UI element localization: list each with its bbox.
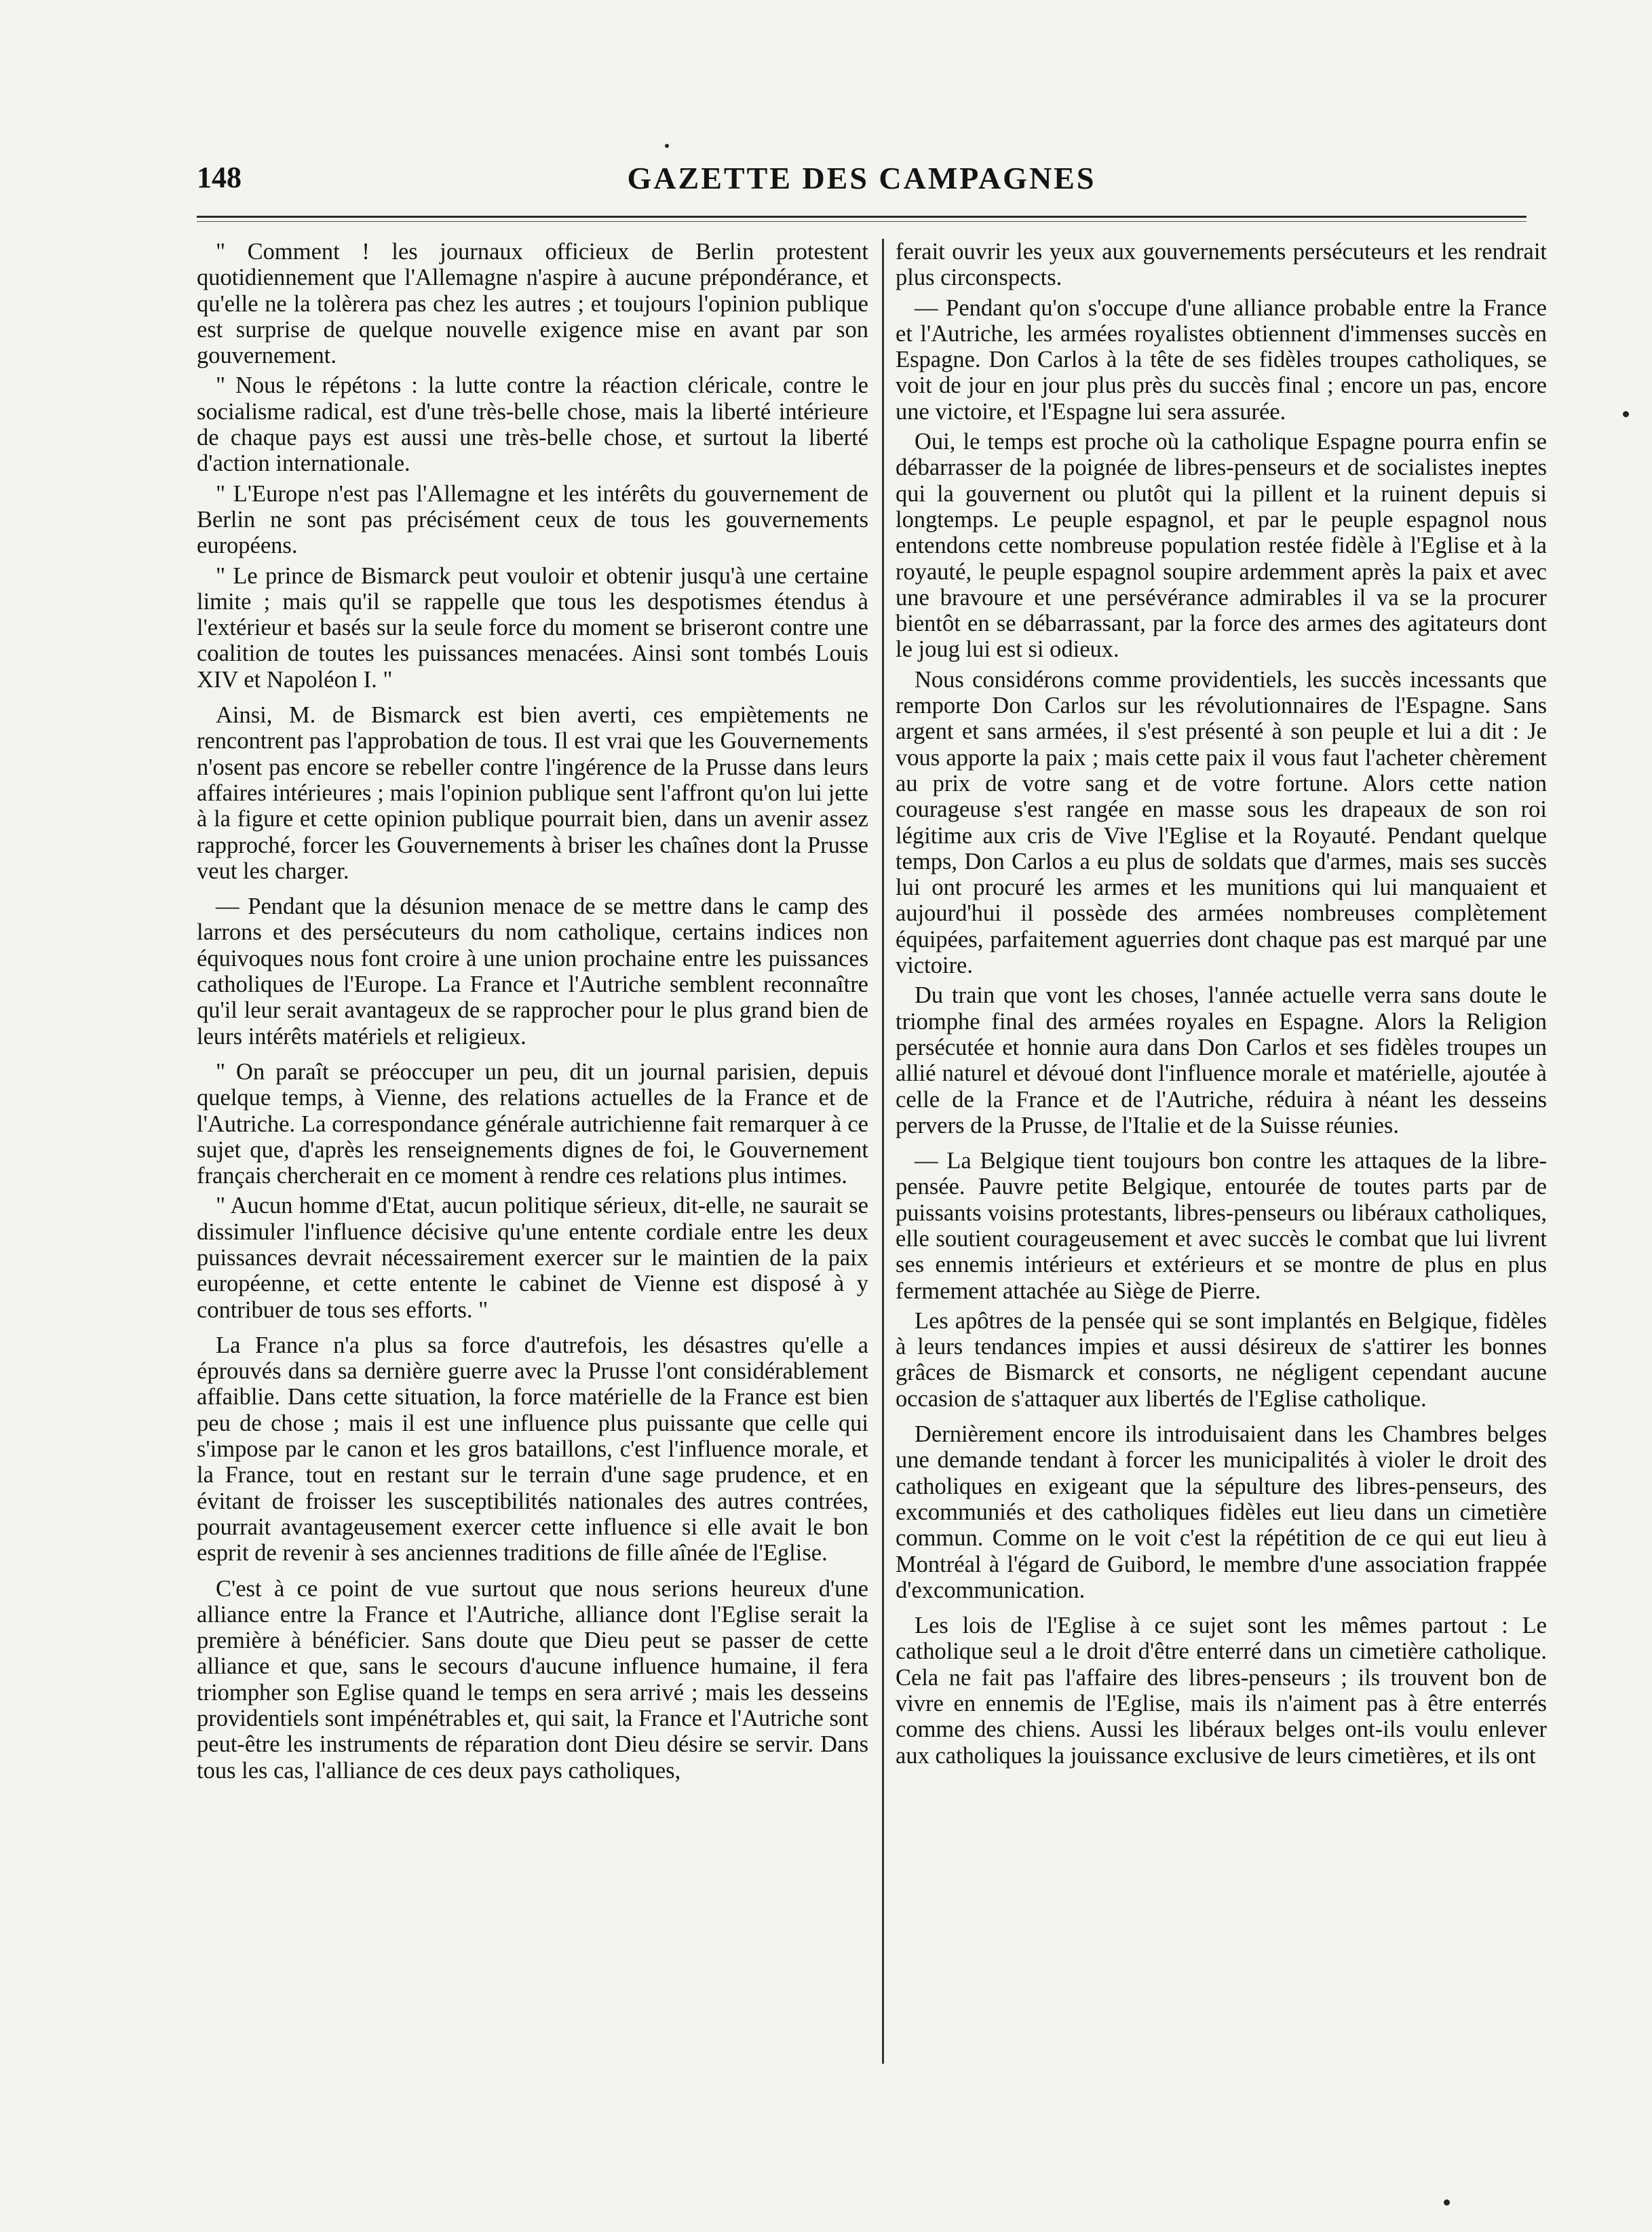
page-number: 148	[197, 161, 242, 194]
page-header	[197, 160, 1526, 201]
left-paragraph-1: " Comment ! les journaux officieux de Berlin protestent quotidiennement que l'Allemagne n'aspire à aucune prépondérance, et qu'elle ne la tolèrera pas chez les autres ; et toujours l'opinion publique est surprise de quelque nouvelle exigence mise en avant par son gouvernement.	[197, 239, 868, 369]
right-paragraph-5: Du train que vont les choses, l'année actuelle verra sans doute le triomphe final des armées royales en Espagne. Alors la Religion persécutée et honnie aura dans Don Carlos et ses fidèles troupes un allié naturel et dévoué dont l'influence morale et matérielle, ajoutée à celle de la France et de l'Autriche, réduira à néant les desseins pervers de la Prusse, de l'Italie et de la Suisse réunies.	[896, 982, 1547, 1138]
left-paragraph-8: " Aucun homme d'Etat, aucun politique sérieux, dit-elle, ne saurait se dissimuler l'influence décisive qu'une entente cordiale entre les deux puissances devrait nécessairement exercer sur le maintien de la paix européenne, et cette entente le cabinet de Vienne est disposé à y contribuer de tous ses efforts. "	[197, 1193, 868, 1323]
right-column	[896, 239, 1547, 2071]
right-paragraph-2: — Pendant qu'on s'occupe d'une alliance probable entre la France et l'Autriche, les armées royalistes obtiennent d'immenses succès en Espagne. Don Carlos à la tête de ses fidèles troupes catholiques, se voit de jour en jour plus près du succès final ; encore un pas, encore une victoire, et l'Espagne lui sera assurée.	[896, 294, 1547, 425]
column-divider	[882, 239, 884, 2064]
right-paragraph-3: Oui, le temps est proche où la catholique Espagne pourra enfin se débarrasser de la poignée de libres-penseurs et de socialistes ineptes qui la gouvernent ou plutôt qui la pillent et la ruinent depuis si longtemps. Le peuple espagnol, et par le peuple espagnol nous entendons cette nombreuse population restée fidèle à l'Eglise et à la royauté, le peuple espagnol soupire ardemment après la paix et avec une bravoure et une persévérance admirables il va se la procurer bientôt en se débarrassant, par la force des armes des agitateurs dont le joug lui est si odieux.	[896, 429, 1547, 663]
right-paragraph-7: Les apôtres de la pensée qui se sont implantés en Belgique, fidèles à leurs tendances impies et aussi désireux de s'attirer les bonnes grâces de Bismarck et consorts, ne négligent cependant aucune occasion de s'attaquer aux libertés de l'Eglise catholique.	[896, 1307, 1547, 1412]
left-paragraph-2: " Nous le répétons : la lutte contre la réaction cléricale, contre le socialisme radical, est d'une très-belle chose, mais la liberté intérieure de chaque pays est aussi une très-belle chose, et surtout la liberté d'action internationale.	[197, 372, 868, 477]
ink-speck	[1444, 2199, 1450, 2206]
right-paragraph-4: Nous considérons comme providentiels, les succès incessants que remporte Don Carlos sur les révolutionnaires de l'Espagne. Sans argent et sans armées, il s'est présenté à son peuple et lui a dit : Je vous apporte la paix ; mais cette paix il vous faut l'acheter chèrement au prix de votre sang et de votre fortune. Alors cette nation courageuse s'est rangée en masse sous les drapeaux de son roi légitime aux cris de Vive l'Eglise et la Royauté. Pendant quelque temps, Don Carlos a eu plus de soldats que d'armes, mais ses succès lui ont procuré les armes et les munitions qui lui manquaient et aujourd'hui il possède des armées nombreuses complètement équipées, parfaitement aguerries dont chaque pas est marqué par une victoire.	[896, 666, 1547, 979]
right-paragraph-8: Dernièrement encore ils introduisaient dans les Chambres belges une demande tendant à forcer les municipalités à violer le droit des catholiques en exigeant que la sépulture des libres-penseurs, des excommuniés et des catholiques fidèles eut lieu dans un cimetière commun. Comme on le voit c'est la répétition de ce qui eut lieu à Montréal à l'égard de Guibord, le membre d'une association frappée d'excommunication.	[896, 1421, 1547, 1603]
left-paragraph-9: La France n'a plus sa force d'autrefois, les désastres qu'elle a éprouvés dans sa dernière guerre avec la Prusse l'ont considérablement affaiblie. Dans cette situation, la force matérielle de la France est bien peu de chose ; mais il est une influence plus puissante que celle qui s'impose par le canon et les gros bataillons, c'est l'influence morale, et la France, tout en restant sur le terrain d'une sage prudence, et en évitant de froisser les susceptibilités nationales des autres contrées, pourrait avantageusement exercer cette influence si elle avait le bon esprit de revenir à ses anciennes traditions de fille aînée de l'Eglise.	[197, 1332, 868, 1566]
left-paragraph-6: — Pendant que la désunion menace de se mettre dans le camp des larrons et des persécuteurs du nom catholique, certains indices non équivoques nous font croire à une union prochaine entre les puissances catholiques de l'Europe. La France et l'Autriche semblent reconnaître qu'il leur serait avantageux de se rapprocher pour le plus grand bien de leurs intérêts matériels et religieux.	[197, 893, 868, 1050]
journal-title: GAZETTE DES CAMPAGNES	[627, 161, 1096, 195]
left-paragraph-10: C'est à ce point de vue surtout que nous serions heureux d'une alliance entre la France et l'Autriche, alliance dont l'Eglise serait la première à bénéficier. Sans doute que Dieu peut se passer de cette alliance et que, sans le secours d'aucune influence humaine, il fera triompher son Eglise quand le temps en sera arrivé ; mais les desseins providentiels sont impénétrables et, qui sait, la France et l'Autriche sont peut-être les instruments de réparation dont Dieu désire se servir. Dans tous les cas, l'alliance de ces deux pays catholiques,	[197, 1575, 868, 1784]
right-paragraph-1: ferait ouvrir les yeux aux gouvernements persécuteurs et les rendrait plus circonspects.	[896, 239, 1547, 291]
header-rule-thin	[197, 221, 1526, 222]
header-rule	[197, 216, 1526, 218]
left-paragraph-3: " L'Europe n'est pas l'Allemagne et les intérêts du gouvernement de Berlin ne sont pas précisément ceux de tous les gouvernements européens.	[197, 480, 868, 559]
ink-speck	[665, 144, 669, 148]
left-paragraph-5: Ainsi, M. de Bismarck est bien averti, ces empiètements ne rencontrent pas l'approbation de tous. Il est vrai que les Gouvernements n'osent pas encore se rebeller contre l'ingérence de la Prusse dans leurs affaires intérieures ; mais l'opinion publique sent l'affront qu'on lui jette à la figure et cette opinion publique pourrait bien, dans un avenir assez rapproché, forcer les Gouvernements à briser les chaînes dont la Prusse veut les charger.	[197, 702, 868, 884]
right-paragraph-6: — La Belgique tient toujours bon contre les attaques de la libre-pensée. Pauvre petite Belgique, entourée de toutes parts par de puissants voisins protestants, libres-penseurs ou libéraux catholiques, elle soutient courageusement et avec succès le combat que lui livrent ses ennemis intérieurs et extérieurs et se montre de plus en plus fermement attachée au Siège de Pierre.	[896, 1148, 1547, 1304]
ink-speck	[1623, 411, 1629, 417]
right-paragraph-9: Les lois de l'Eglise à ce sujet sont les mêmes partout : Le catholique seul a le droit d'être enterré dans un cimetière catholique. Cela ne fait pas l'affaire des libres-penseurs ; ils trouvent bon de vivre en ennemis de l'Eglise, mais ils n'aiment pas à être enterrés comme des chiens. Aussi les libéraux belges ont-ils voulu enlever aux catholiques la jouissance exclusive de leurs cimetières, et ils ont	[896, 1613, 1547, 1769]
left-paragraph-4: " Le prince de Bismarck peut vouloir et obtenir jusqu'à une certaine limite ; mais qu'il se rappelle que tous les despotismes étendus à l'extérieur et basés sur la seule force du moment se briseront contre une coalition de toutes les puissances menacées. Ainsi sont tombés Louis XIV et Napoléon I. "	[197, 562, 868, 693]
left-column	[197, 239, 868, 2071]
left-paragraph-7: " On paraît se préoccuper un peu, dit un journal parisien, depuis quelque temps, à Vienne, des relations actuelles de la France et de l'Autriche. La correspondance générale autrichienne fait remarquer à ce sujet que, d'après les renseignements dignes de foi, le Gouvernement français chercherait en ce moment à rendre ces relations plus intimes.	[197, 1058, 868, 1189]
